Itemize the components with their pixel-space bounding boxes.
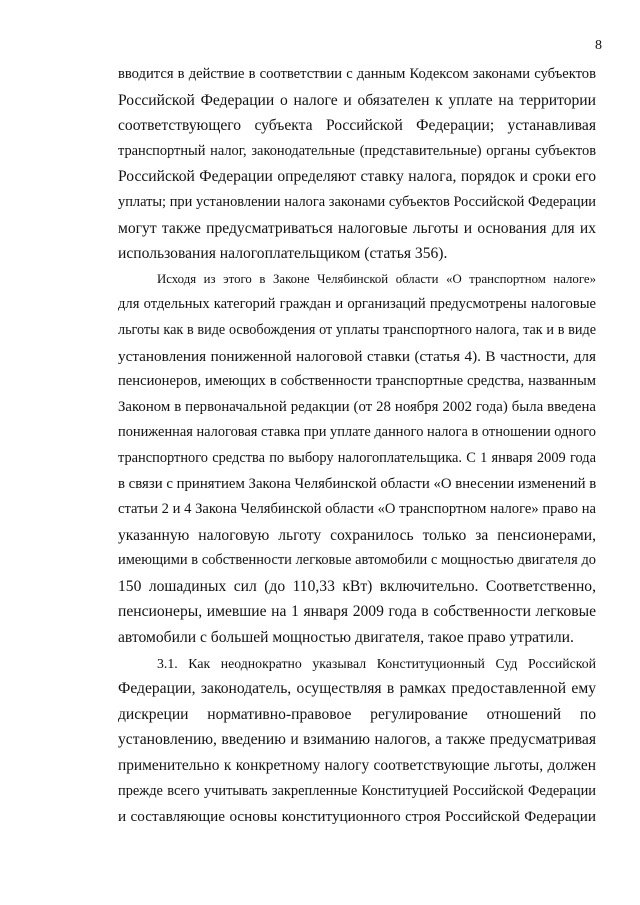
text-line: Российской Федерации о налоге и обязателен к уплате на территории <box>118 91 596 109</box>
text-line: пенсионеры, имевшие на 1 января 2009 года в собственности легковые <box>118 603 596 621</box>
text-line: Федерации, законодатель, осуществляя в рамках предоставленной ему <box>118 680 596 698</box>
text-line: Законом в первоначальной редакции (от 28 ноября 2002 года) была введена <box>118 398 596 415</box>
text-line: льготы как в виде освобождения от уплаты транспортного налога, так и в виде <box>118 321 596 338</box>
text-line: дискреции нормативно-правовое регулирование отношений по <box>118 705 596 723</box>
text-line: автомобили с большей мощностью двигателя, такое право утратили. <box>118 629 574 647</box>
text-line: пенсионеров, имеющих в собственности транспортные средства, названным <box>118 373 596 390</box>
text-line: транспортный налог, законодательные (представительные) органы субъектов <box>118 142 596 159</box>
text-line: установления пониженной налоговой ставки (статья 4). В частности, для <box>118 347 596 365</box>
text-line: Исходя из этого в Законе Челябинской области «О транспортном налоге» <box>157 271 596 286</box>
text-line: Российской Федерации определяют ставку налога, порядок и сроки его <box>118 168 596 186</box>
text-line: применительно к конкретному налогу соответствующие льготы, должен <box>118 757 596 775</box>
text-line: уплаты; при установлении налога законами субъектов Российской Федерации <box>118 193 596 210</box>
text-line: в связи с принятием Закона Челябинской области «О внесении изменений в <box>118 475 597 492</box>
text-line: соответствующего субъекта Российской Федерации; устанавливая <box>118 117 596 135</box>
text-line: прежде всего учитывать закрепленные Конституцией Российской Федерации <box>118 782 596 799</box>
text-line: указанную налоговую льготу сохранилось только за пенсионерами, <box>118 526 596 544</box>
text-line: использования налогоплательщиком (статья 356). <box>118 245 448 263</box>
text-line: статьи 2 и 4 Закона Челябинской области «О транспортном налоге» право на <box>118 501 596 518</box>
text-line: имеющими в собственности легковые автомобили с мощностью двигателя до <box>118 552 596 569</box>
page-number: 8 <box>595 38 602 53</box>
text-line: 150 лошадиных сил (до 110,33 кВт) включительно. Соответственно, <box>118 577 596 595</box>
text-line: установлению, введению и взиманию налогов, а также предусматривая <box>118 731 596 749</box>
text-line: 3.1. Как неоднократно указывал Конституционный Суд Российской <box>157 655 596 671</box>
text-line: могут также предусматриваться налоговые льготы и основания для их <box>118 219 596 237</box>
text-line: вводится в действие в соответствии с данным Кодексом законами субъектов <box>118 66 596 82</box>
text-line: и составляющие основы конституционного строя Российской Федерации <box>118 808 596 826</box>
text-line: для отдельных категорий граждан и организаций предусмотрены налоговые <box>118 296 596 313</box>
text-line: пониженная налоговая ставка при уплате данного налога в отношении одного <box>118 424 596 441</box>
body-text <box>118 62 596 830</box>
text-line: транспортного средства по выбору налогоплательщика. С 1 января 2009 года <box>118 449 596 466</box>
